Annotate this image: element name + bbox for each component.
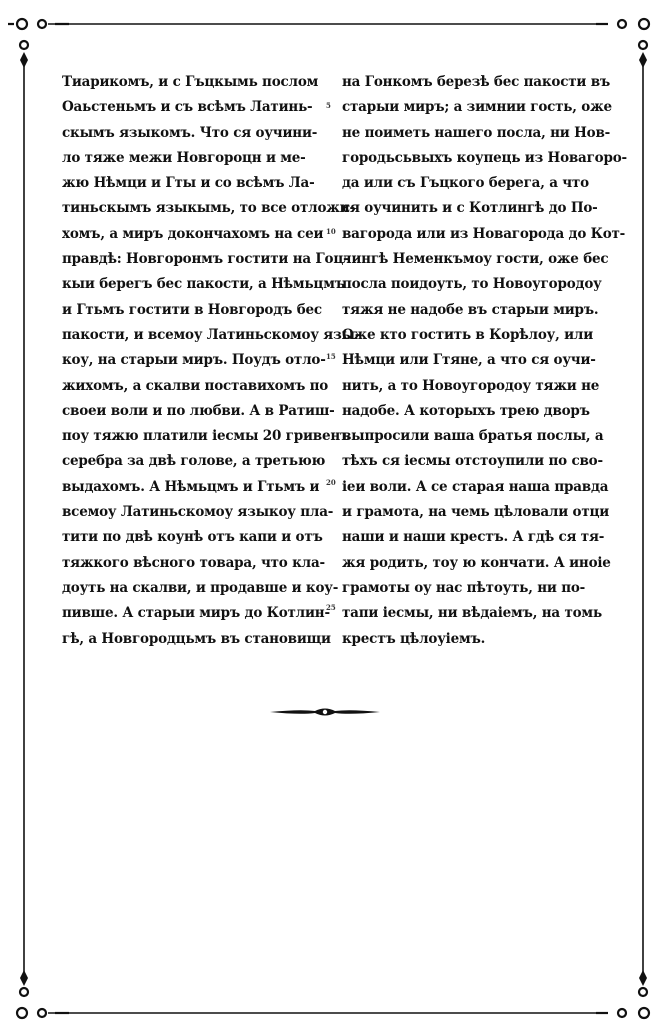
text-line: и Гтьмъ гостити в Новгородъ бес xyxy=(62,301,322,318)
text-line: іеи воли. А се старая наша правда xyxy=(342,478,609,495)
text-line: тиньскымъ языкымь, то все отложи- xyxy=(62,200,355,217)
tailpiece-ornament-icon xyxy=(270,704,380,720)
text-line: ло тяже межи Новгороцн и ме- xyxy=(62,149,306,166)
line-number: 15 xyxy=(326,352,336,361)
text-line: нить, а то Новоугородоу тяжи не xyxy=(342,377,600,394)
text-line: лингѣ Неменкъмоу гости, оже бес xyxy=(342,251,609,268)
text-line: наши и наши крестъ. А гдѣ ся тя- xyxy=(342,529,605,546)
text-line: посла поидоуть, то Новоугородоу xyxy=(342,276,602,293)
right-text-column xyxy=(342,70,627,652)
text-line: жя родить, тоу ю кончати. А иноіе xyxy=(342,554,611,571)
text-line: выдахомъ. А Нѣмьцмъ и Гтьмъ и xyxy=(62,478,320,495)
text-line: Оже кто гостить в Корѣлоу, или xyxy=(342,326,594,343)
text-line: да или съ Гъцкого берега, а что xyxy=(342,175,589,192)
text-line: жю Нѣмци и Гты и со всѣмъ Ла- xyxy=(62,175,315,192)
text-line: кыи берегъ бес пакости, а Нѣмьцмъ xyxy=(62,276,345,293)
text-line: поу тяжю платили іесмы 20 гривенъ xyxy=(62,428,351,445)
text-line: Тиарикомъ, и с Гъцкымь послом xyxy=(62,74,319,90)
line-number: 20 xyxy=(326,478,336,487)
line-number: 5 xyxy=(326,101,331,110)
text-line: старыи миръ; а зимнии гость, оже xyxy=(342,99,612,116)
text-line: тапи іесмы, ни вѣдаіемъ, на томь xyxy=(342,605,602,622)
text-line: пакости, и всемоу Латиньскомоу язы- xyxy=(62,326,361,343)
text-line: серебра за двѣ голове, а третьюю xyxy=(62,453,326,470)
text-line: Нѣмци или Гтяне, а что ся оучи- xyxy=(342,352,596,369)
text-line: городьсьвыхъ коупець из Новагоро- xyxy=(342,149,627,166)
text-line: грамоты оу нас пѣтоуть, ни по- xyxy=(342,579,586,596)
text-line: вагорода или из Новагорода до Кот- xyxy=(342,225,626,242)
text-line: коу, на старыи миръ. Поудъ отло- xyxy=(62,352,326,369)
text-line: своеи воли и по любви. А в Ратиш- xyxy=(62,402,335,419)
text-line: скымъ языкомъ. Что ся оучини- xyxy=(62,124,318,141)
line-number: 25 xyxy=(326,603,336,612)
text-line: и грамота, на чемь цѣловали отци xyxy=(342,504,610,521)
text-line: жихомъ, а скалви поставихомъ по xyxy=(62,377,329,394)
text-line: тяжя не надобе въ старыи миръ. xyxy=(342,301,599,318)
text-line: всемоу Латиньскомоу языкоу пла- xyxy=(62,504,334,521)
text-line: тяжкого вѣсного товара, что кла- xyxy=(62,554,325,571)
text-line: хомъ, а миръ докончахомъ на сеи xyxy=(62,225,324,242)
text-line: надобе. А которыхъ трею дворъ xyxy=(342,402,590,419)
text-line: Оаьстеньмъ и съ всѣмъ Латинь- xyxy=(62,99,313,116)
text-line: на Гонкомъ березѣ бес пакости въ xyxy=(342,74,611,90)
text-line: выпросили ваша братья послы, а xyxy=(342,428,604,445)
text-line: правдѣ: Новгоронмъ гостити на Гоц- xyxy=(62,251,349,268)
line-number: 10 xyxy=(326,227,336,236)
text-line: тити по двѣ коунѣ отъ капи и отъ xyxy=(62,529,323,546)
text-line: тѣхъ ся іесмы отстоупили по сво- xyxy=(342,453,603,470)
text-line: ся оучинить и с Котлингѣ до По- xyxy=(342,200,598,217)
text-line: доуть на скалви, и продавше и коу- xyxy=(62,579,339,596)
text-line: гѣ, а Новгородцьмъ въ становищи xyxy=(62,630,331,647)
text-line: крестъ цѣлоуіемъ. xyxy=(342,630,486,647)
text-line: не поиметь нашего посла, ни Нов- xyxy=(342,124,611,141)
text-line: пивше. А старыи миръ до Котлин- xyxy=(62,605,330,622)
